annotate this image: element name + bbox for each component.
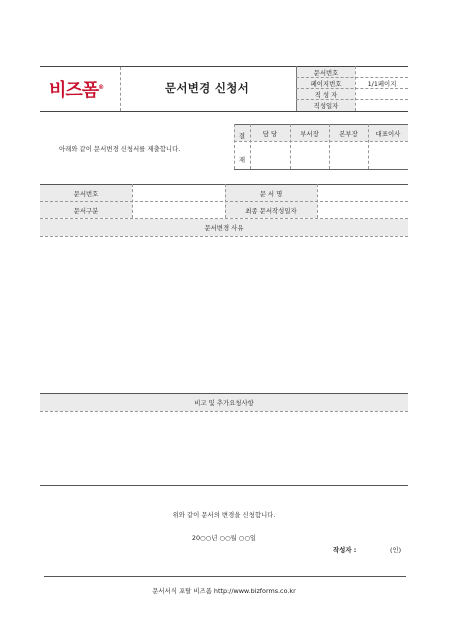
document-title: 문서변경 신청서 <box>164 81 250 95</box>
form-row-line <box>40 218 408 219</box>
form-col-line <box>317 184 318 218</box>
seal-mark[interactable]: (인) <box>390 546 402 554</box>
doc-type-label: 문서구분 <box>73 207 99 215</box>
form-row-line <box>40 201 408 202</box>
approval-sign-box-ceo[interactable] <box>369 142 407 168</box>
author-label: 작성자 : <box>333 546 357 554</box>
bizforms-logo <box>49 76 103 102</box>
approval-side-label-1: 결 <box>238 132 246 140</box>
registered-mark: ® <box>98 84 104 91</box>
approval-sign-box-dept-head[interactable] <box>291 142 328 168</box>
approval-sign-box-staff[interactable] <box>251 142 289 168</box>
approval-bottom-line <box>234 169 408 170</box>
approval-top-line <box>234 124 408 125</box>
request-date: 20○○년 ○○월 ○○일 <box>191 534 257 542</box>
reason-label: 문서변경 사유 <box>204 224 244 232</box>
logo-text: 비즈폼 <box>49 80 99 101</box>
meta-label-date: 직성일자 <box>313 102 339 110</box>
intro-text: 아래와 같이 문서변경 신청서를 제출합니다. <box>59 145 181 153</box>
meta-value-page-number[interactable]: 1/1페이지 <box>367 80 397 88</box>
footer-line <box>44 576 406 577</box>
meta-row-line <box>296 99 408 100</box>
site-footer-text: 문서서식 포탈 비즈폼 http://www.bizforms.co.kr <box>152 587 296 595</box>
approval-header-staff: 담 당 <box>262 130 278 138</box>
approval-header-dept-head: 부서장 <box>300 130 319 138</box>
approval-header-ceo: 대표이사 <box>375 130 401 138</box>
approval-sign-box-division-head[interactable] <box>330 142 367 168</box>
doc-name-label: 문 서 명 <box>259 190 283 198</box>
meta-row-line <box>296 88 408 89</box>
last-date-label: 최종 문서작성일자 <box>245 207 297 215</box>
approval-header-division-head: 본부장 <box>339 130 358 138</box>
notes-label: 비고 및 추가요청사항 <box>194 399 254 407</box>
reason-field[interactable] <box>40 237 408 393</box>
logo-divider <box>120 67 121 111</box>
doc-number-label: 문서번호 <box>73 190 99 198</box>
form-col-line <box>132 184 133 218</box>
meta-label-page-number: 페이지번호 <box>310 80 342 88</box>
notes-field[interactable] <box>40 412 408 484</box>
header-bottom-line <box>40 111 408 112</box>
request-statement: 위와 같이 문서의 변경을 신청합니다. <box>172 511 276 519</box>
meta-label-doc-number: 문서번호 <box>313 69 339 77</box>
approval-side-label-2: 재 <box>238 156 246 164</box>
meta-label-author: 직 성 자 <box>314 91 338 99</box>
notes-bottom-line <box>40 485 408 486</box>
meta-row-line <box>296 77 408 78</box>
